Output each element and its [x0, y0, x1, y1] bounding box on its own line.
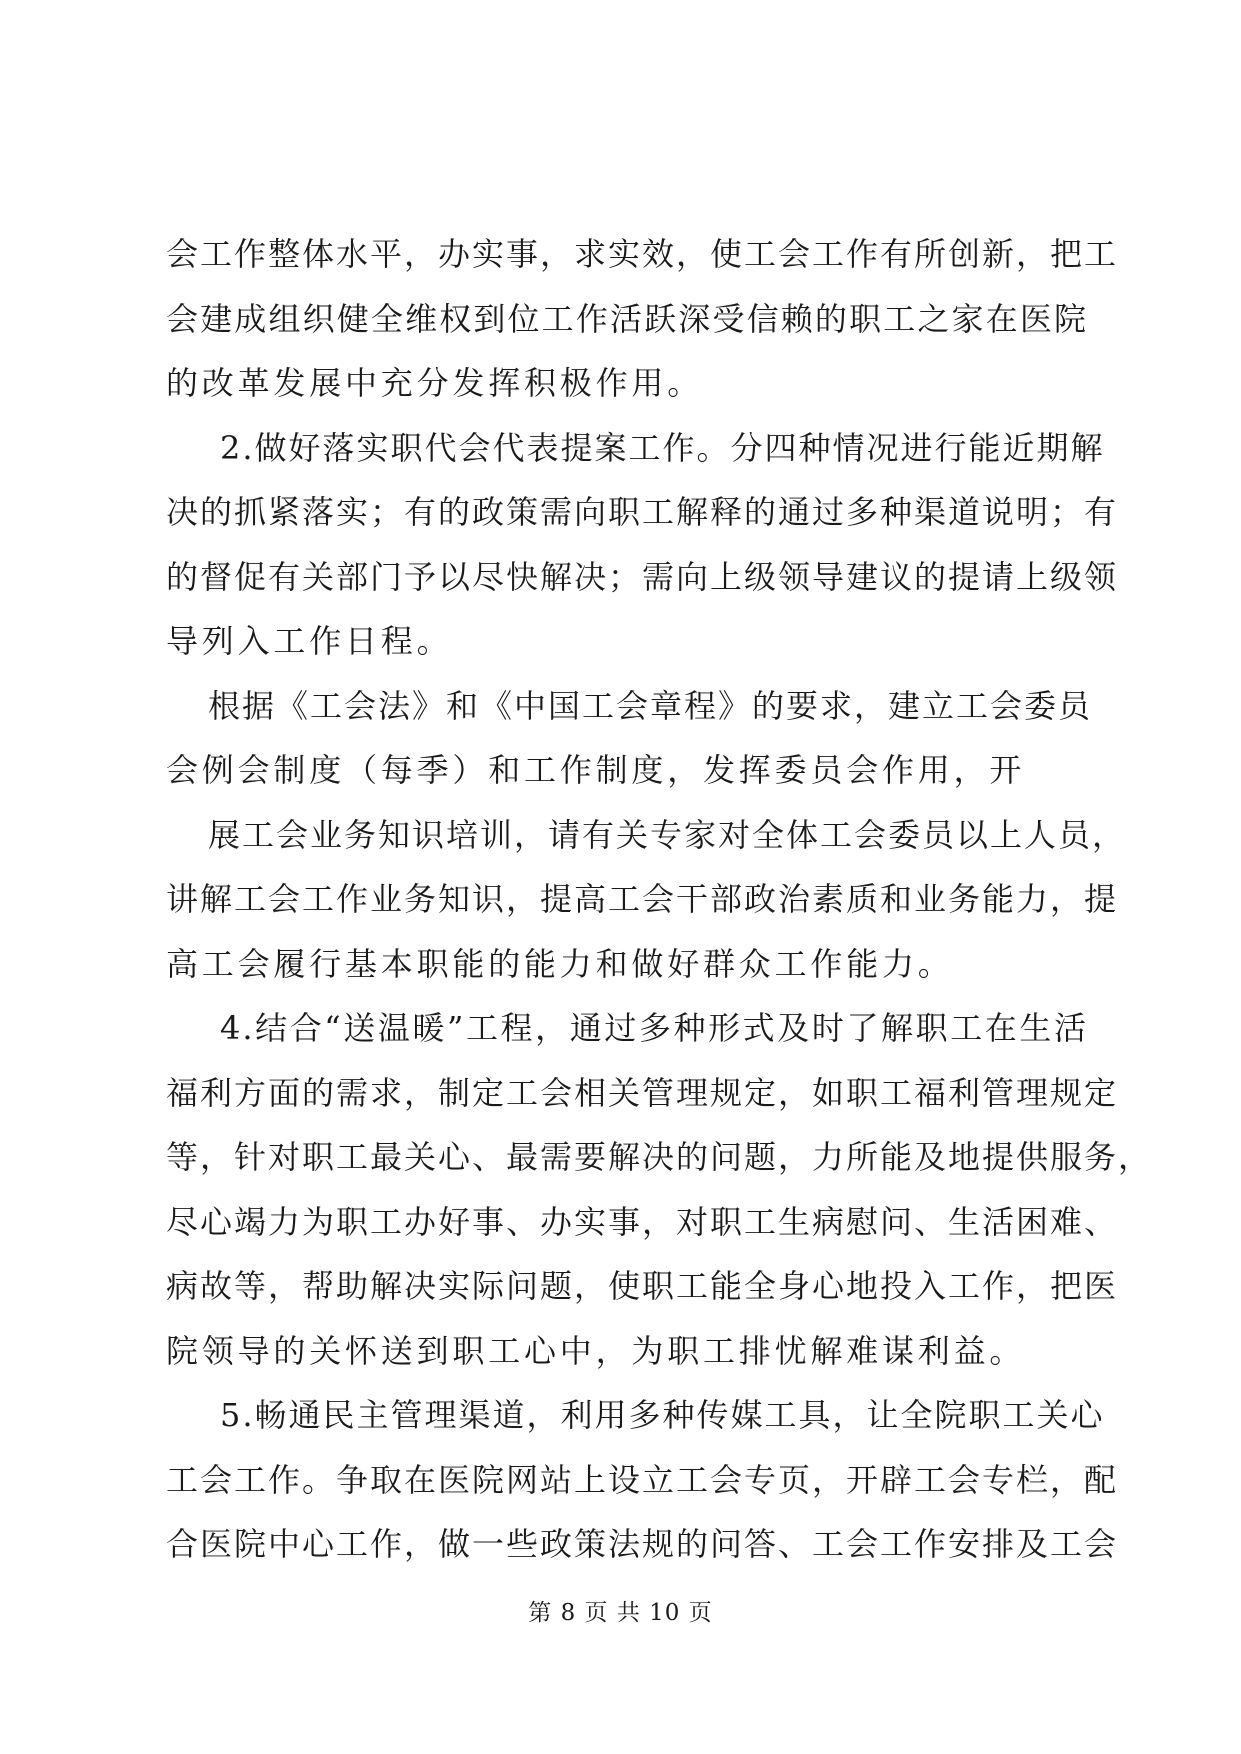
text-line: 院领导的关怀送到职工心中，为职工排忧解难谋利益。	[166, 1331, 1026, 1370]
text-line: 讲解工会工作业务知识，提高工会干部政治素质和业务能力，提	[166, 880, 1119, 918]
text-line: 的改革发展中充分发挥积极作用。	[166, 364, 704, 402]
paragraph-first-line: 展工会业务知识培训，请有关专家对全体工会委员以上人员，	[208, 815, 1127, 854]
text-line: 会建成组织健全维权到位工作活跃深受信赖的职工之家在医院	[166, 299, 1088, 338]
page-number-footer: 第 8 页 共 10 页	[528, 1600, 713, 1626]
text-line: 导列入工作日程。	[166, 622, 453, 660]
paragraph-first-line: 5.畅通民主管理渠道，利用多种传媒工具，让全院职工关心	[220, 1396, 1105, 1434]
paragraph-first-line: 2.做好落实职代会代表提案工作。分四种情况进行能近期解	[220, 428, 1105, 467]
text-line: 会工作整体水平，办实事，求实效，使工会工作有所创新，把工	[166, 235, 1119, 273]
text-line: 福利方面的需求，制定工会相关管理规定，如职工福利管理规定	[166, 1073, 1119, 1112]
text-line: 的督促有关部门予以尽快解决；需向上级领导建议的提请上级领	[166, 557, 1119, 596]
paragraph-first-line: 根据《工会法》和《中国工会章程》的要求，建立工会委员	[208, 686, 1093, 725]
text-line: 会例会制度（每季）和工作制度，发挥委员会作用，开	[166, 751, 1026, 789]
text-line: 高工会履行基本职能的能力和做好群众工作能力。	[166, 944, 954, 983]
text-line: 等，针对职工最关心、最需要解决的问题，力所能及地提供服务，	[166, 1138, 1153, 1176]
text-line: 尽心竭力为职工办好事、办实事，对职工生病慰问、生活困难、	[166, 1202, 1119, 1241]
text-line: 病故等，帮助解决实际问题，使职工能全身心地投入工作，把医	[166, 1267, 1119, 1305]
text-line: 决的抓紧落实；有的政策需向职工解释的通过多种渠道说明；有	[166, 493, 1119, 531]
text-line: 工会工作。争取在医院网站上设立工会专页，开辟工会专栏，配	[166, 1460, 1119, 1499]
paragraph-first-line: 4.结合“送温暖”工程，通过多种形式及时了解职工在生活	[220, 1009, 1088, 1047]
document-body	[166, 222, 1153, 1577]
text-line: 合医院中心工作，做一些政策法规的问答、工会工作安排及工会	[166, 1525, 1119, 1563]
